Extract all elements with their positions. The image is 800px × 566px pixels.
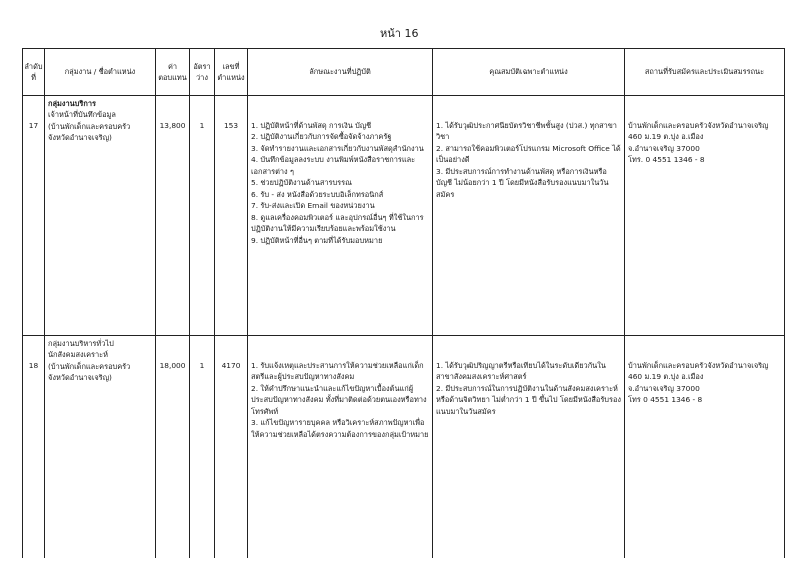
position-number-cell: 4170 bbox=[215, 336, 248, 559]
unit-name: (บ้านพักเด็กและครอบครัวจังหวัดอำนาจเจริญ) bbox=[48, 361, 131, 383]
duty-item: 3. จัดทำรายงานและเอกสารเกี่ยวกับงานพัสดุสำนักงาน bbox=[251, 143, 424, 153]
duty-item: 8. ดูแลเครื่องคอมพิวเตอร์ และอุปกรณ์อื่นๆ ที่ใช้ในการปฏิบัติงานให้มีความเรียบร้อยและพร้อมใช้งาน bbox=[251, 212, 424, 234]
qualification-item: 1. ได้รับวุฒิประกาศนียบัตรวิชาชีพชั้นสูง (ปวส.) ทุกสาขาวิชา bbox=[436, 121, 617, 142]
salary-cell: 18,000 bbox=[156, 336, 190, 559]
group-position-cell bbox=[45, 96, 156, 336]
duty-item: 1. รับแจ้งเหตุและประสานการให้ความช่วยเหลือแก่เด็ก สตรีและผู้ประสบปัญหาทางสังคม bbox=[251, 361, 424, 382]
position-name: นักสังคมสงเคราะห์ bbox=[48, 350, 109, 360]
group-position-cell bbox=[45, 336, 156, 559]
location-cell bbox=[625, 96, 785, 336]
row-number: 17 bbox=[23, 96, 45, 336]
duty-item: 3. แก้ไขปัญหารายบุคคล หรือวิเคราะห์สภาพปัญหาเพื่อให้ความช่วยเหลือได้ตรงความต้องการของกลุ่มเป้าหมาย bbox=[251, 418, 429, 439]
duties-cell bbox=[248, 336, 433, 559]
header-row bbox=[23, 49, 785, 96]
unit-name: (บ้านพักเด็กและครอบครัวจังหวัดอำนาจเจริญ) bbox=[48, 121, 131, 143]
qualification-item: 2. มีประสบการณ์ในการปฏิบัติงานในด้านสังคมสงเคราะห์ หรือด้านจิตวิทยา ไม่ต่ำกว่า 1 ปี ขึ้นไป โดยมีหนังสือรับรองแนบมาในวันสมัคร bbox=[436, 383, 622, 416]
duty-item: 5. ช่วยปฏิบัติงานด้านสารบรรณ bbox=[251, 178, 352, 188]
header-vacancy: อัตราว่าง bbox=[190, 49, 215, 96]
qualification-item: 1. ได้รับวุฒิปริญญาตรีหรือเทียบได้ในระดับเดียวกันในสาขาสังคมสงเคราะห์ศาสตร์ bbox=[436, 361, 606, 382]
qualifications-cell bbox=[433, 336, 625, 559]
salary-cell: 13,800 bbox=[156, 96, 190, 336]
qualification-item: 3. มีประสบการณ์การทำงานด้านพัสดุ หรือการเงินหรือบัญชี ไม่น้อยกว่า 1 ปี โดยมีหนังสือรับรองแนบมาในวันสมัคร bbox=[436, 166, 609, 199]
position-number-cell: 153 bbox=[215, 96, 248, 336]
positions-table bbox=[22, 48, 785, 558]
position-name: เจ้าหน้าที่บันทึกข้อมูล bbox=[48, 110, 116, 120]
table-row bbox=[23, 336, 785, 559]
header-qualifications: คุณสมบัติเฉพาะตำแหน่ง bbox=[433, 49, 625, 96]
group-name: กลุ่มงานบริหารทั่วไป bbox=[48, 339, 114, 348]
location-line: จ.อำนาจเจริญ 37000 bbox=[628, 143, 700, 153]
location-line: โทร 0 4551 1346 - 8 bbox=[628, 395, 703, 405]
location-cell bbox=[625, 336, 785, 559]
group-name: กลุ่มงานบริการ bbox=[48, 99, 96, 108]
location-line: โทร. 0 4551 1346 - 8 bbox=[628, 155, 705, 165]
page-number: หน้า 16 bbox=[380, 27, 419, 40]
location-line: บ้านพักเด็กและครอบครัวจังหวัดอำนาจเจริญ bbox=[628, 121, 769, 130]
qualifications-cell bbox=[433, 96, 625, 336]
row-number: 18 bbox=[23, 336, 45, 559]
qualification-item: 2. สามารถใช้คอมพิวเตอร์โปรแกรม Microsoft Office ได้เป็นอย่างดี bbox=[436, 143, 621, 165]
duty-item: 6. รับ - ส่ง หนังสือด้วยระบบอิเล็กทรอนิกส์ bbox=[251, 189, 384, 199]
duty-item: 7. รับ-ส่งและเปิด Email ของหน่วยงาน bbox=[251, 201, 375, 211]
duty-item: 9. ปฏิบัติหน้าที่อื่นๆ ตามที่ได้รับมอบหมาย bbox=[251, 235, 383, 245]
header-location: สถานที่รับสมัครและประเมินสมรรถนะ bbox=[625, 49, 785, 96]
header-salary: ค่าตอบแทน bbox=[156, 49, 190, 96]
vacancy-cell: 1 bbox=[190, 96, 215, 336]
vacancy-cell: 1 bbox=[190, 336, 215, 559]
location-line: จ.อำนาจเจริญ 37000 bbox=[628, 383, 700, 393]
duty-item: 4. บันทึกข้อมูลลงระบบ งานพิมพ์หนังสือราชการและเอกสารต่าง ๆ bbox=[251, 155, 416, 176]
table-row bbox=[23, 96, 785, 336]
header-position-number: เลขที่ตำแหน่ง bbox=[215, 49, 248, 96]
header-group-position: กลุ่มงาน / ชื่อตำแหน่ง bbox=[45, 49, 156, 96]
duty-item: 2. ให้คำปรึกษาแนะนำและแก้ไขปัญหาเบื้องต้นแก่ผู้ประสบปัญหาทางสังคม ทั้งที่มาติดต่อด้วยตนเองหรือทางโทรศัพท์ bbox=[251, 383, 427, 416]
location-line: 460 ม.19 ต.บุ่ง อ.เมือง bbox=[628, 132, 704, 142]
header-no: ลำดับที่ bbox=[23, 49, 45, 96]
location-line: บ้านพักเด็กและครอบครัวจังหวัดอำนาจเจริญ bbox=[628, 361, 769, 370]
header-duties: ลักษณะงานที่ปฏิบัติ bbox=[248, 49, 433, 96]
duty-item: 1. ปฏิบัติหน้าที่ด้านพัสดุ การเงิน บัญชี bbox=[251, 121, 372, 130]
duty-item: 2. ปฏิบัติงานเกี่ยวกับการจัดซื้อจัดจ้างภาครัฐ bbox=[251, 132, 392, 142]
duties-cell bbox=[248, 96, 433, 336]
location-line: 460 ม.19 ต.บุ่ง อ.เมือง bbox=[628, 372, 704, 382]
